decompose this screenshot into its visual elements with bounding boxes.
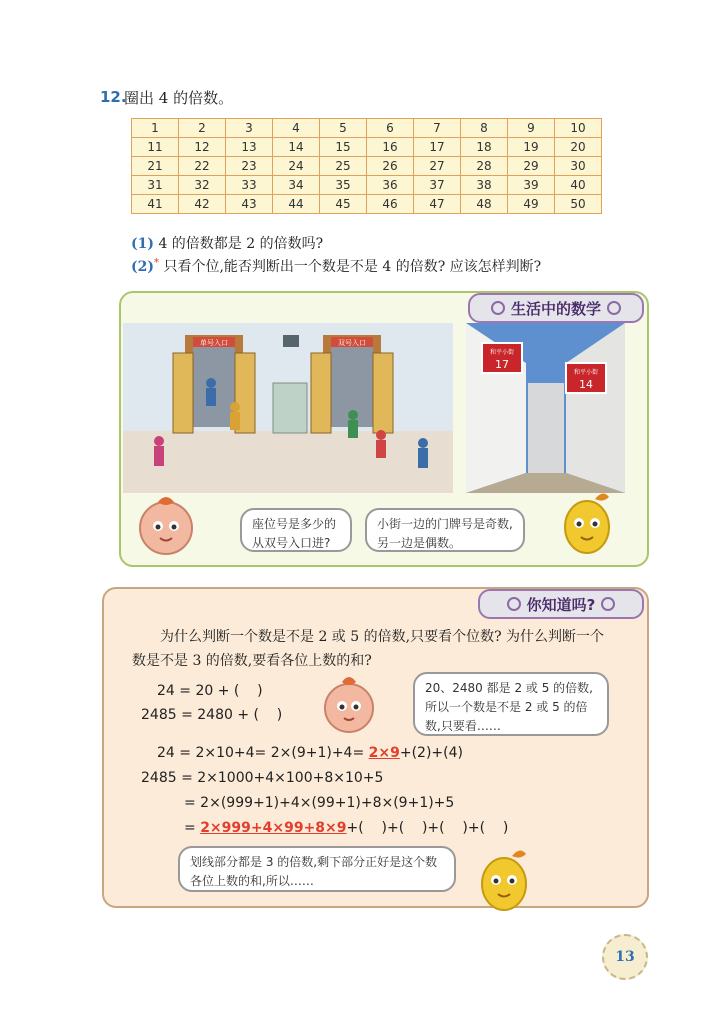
grid-cell[interactable]: 43	[226, 195, 273, 214]
grid-cell[interactable]: 29	[508, 157, 555, 176]
grid-cell[interactable]: 5	[320, 119, 367, 138]
bubble-hint-1-text: 20、2480 都是 2 或 5 的倍数,所以一个数是不是 2 或 5 的倍数,只要看……	[425, 681, 593, 733]
question-2-text: 只看个位,能否判断出一个数是不是 4 的倍数? 应该怎样判断?	[163, 259, 542, 275]
grid-cell[interactable]: 33	[226, 176, 273, 195]
equation-2485: 2485 = 2480 + ( )	[141, 707, 283, 723]
bullet-icon	[607, 301, 621, 315]
question-2-number: (2)	[131, 259, 154, 275]
eq3-underlined: 2×9	[368, 745, 400, 761]
eq6-prefix: =	[184, 820, 201, 836]
grid-cell[interactable]: 18	[461, 138, 508, 157]
exercise-number: 12.	[100, 88, 127, 106]
grid-row	[132, 138, 602, 157]
grid-cell[interactable]: 25	[320, 157, 367, 176]
eq3-prefix: 24 = 2×10+4= 2×(9+1)+4=	[157, 745, 369, 761]
potato-mascot-icon	[555, 485, 619, 557]
grid-cell[interactable]: 27	[414, 157, 461, 176]
grid-cell[interactable]: 3	[226, 119, 273, 138]
bullet-icon	[601, 597, 615, 611]
exercise-title: 圈出 4 的倍数。	[124, 89, 234, 107]
peach-mascot-icon	[130, 490, 202, 560]
house-sign-1-number: 17	[495, 358, 509, 371]
grid-cell[interactable]: 31	[132, 176, 179, 195]
bubble-street-text: 小街一边的门牌号是奇数,另一边是偶数。	[377, 517, 513, 550]
number-grid	[131, 118, 602, 214]
eq3-suffix: +(2)+(4)	[399, 745, 463, 761]
grid-cell[interactable]: 32	[179, 176, 226, 195]
grid-cell[interactable]: 9	[508, 119, 555, 138]
grid-cell[interactable]: 14	[273, 138, 320, 157]
grid-cell[interactable]: 20	[555, 138, 602, 157]
grid-cell[interactable]: 30	[555, 157, 602, 176]
eq6-underlined: 2×999+4×99+8×9	[200, 820, 347, 836]
eq6-suffix: +( )+( )+( )+( )	[346, 820, 509, 836]
grid-cell[interactable]: 37	[414, 176, 461, 195]
grid-row	[132, 195, 602, 214]
grid-cell[interactable]: 7	[414, 119, 461, 138]
grid-cell[interactable]: 48	[461, 195, 508, 214]
grid-cell[interactable]: 46	[367, 195, 414, 214]
grid-cell[interactable]: 10	[555, 119, 602, 138]
grid-cell[interactable]: 21	[132, 157, 179, 176]
did-you-know-header-text: 你知道吗?	[526, 595, 596, 614]
grid-cell[interactable]: 40	[555, 176, 602, 195]
grid-cell[interactable]: 4	[273, 119, 320, 138]
house-sign-2-label: 和平小街	[573, 369, 599, 376]
grid-row	[132, 176, 602, 195]
grid-cell[interactable]: 44	[273, 195, 320, 214]
grid-cell[interactable]: 26	[367, 157, 414, 176]
question-1	[131, 233, 323, 253]
grid-row	[132, 157, 602, 176]
question-1-text: 4 的倍数都是 2 的倍数吗?	[158, 236, 324, 252]
grid-cell[interactable]: 19	[508, 138, 555, 157]
grid-cell[interactable]: 35	[320, 176, 367, 195]
grid-row	[132, 119, 602, 138]
speech-bubble-hint-1	[413, 672, 609, 736]
grid-cell[interactable]: 6	[367, 119, 414, 138]
bubble-seat-text: 座位号是多少的从双号入口进?	[252, 517, 337, 550]
life-math-header-text: 生活中的数学	[510, 299, 601, 318]
entrance-left-label: 单号入口	[200, 339, 228, 347]
page-number: 13	[602, 934, 648, 980]
equation-2485-step2: = 2×(999+1)+4×(99+1)+8×(9+1)+5	[184, 795, 455, 811]
house-sign-2-number: 14	[579, 378, 593, 391]
grid-cell[interactable]: 28	[461, 157, 508, 176]
grid-cell[interactable]: 8	[461, 119, 508, 138]
grid-cell[interactable]: 22	[179, 157, 226, 176]
grid-cell[interactable]: 15	[320, 138, 367, 157]
speech-bubble-street	[365, 508, 525, 552]
grid-cell[interactable]: 47	[414, 195, 461, 214]
grid-cell[interactable]: 41	[132, 195, 179, 214]
bubble-hint-2-text: 划线部分都是 3 的倍数,剩下部分正好是这个数各位上数的和,所以……	[190, 855, 438, 888]
bullet-icon	[491, 301, 505, 315]
did-you-know-header	[478, 589, 644, 619]
equation-24: 24 = 20 + ( )	[157, 683, 263, 699]
challenge-mark: *	[154, 257, 159, 269]
grid-cell[interactable]: 24	[273, 157, 320, 176]
grid-cell[interactable]: 1	[132, 119, 179, 138]
house-sign-1-label: 和平小街	[489, 349, 515, 356]
speech-bubble-hint-2	[178, 846, 456, 892]
equation-24-expanded	[157, 745, 463, 761]
grid-cell[interactable]: 39	[508, 176, 555, 195]
did-you-know-intro: 为什么判断一个数是不是 2 或 5 的倍数,只要看个位数? 为什么判断一个数是不是 3 的倍数,要看各位上数的和?	[132, 629, 605, 669]
grid-cell[interactable]: 17	[414, 138, 461, 157]
grid-cell[interactable]: 16	[367, 138, 414, 157]
grid-cell[interactable]: 49	[508, 195, 555, 214]
grid-cell[interactable]: 34	[273, 176, 320, 195]
equation-2485-expanded: 2485 = 2×1000+4×100+8×10+5	[141, 770, 384, 786]
grid-cell[interactable]: 2	[179, 119, 226, 138]
grid-cell[interactable]: 36	[367, 176, 414, 195]
question-2	[131, 256, 541, 276]
entrance-right-label: 双号入口	[338, 339, 366, 347]
speech-bubble-seat	[240, 508, 352, 552]
potato-mascot-icon-2	[472, 842, 536, 914]
grid-cell[interactable]: 12	[179, 138, 226, 157]
bullet-icon	[507, 597, 521, 611]
equation-2485-step3	[184, 820, 508, 836]
question-1-number: (1)	[131, 236, 154, 252]
street-photo	[466, 323, 625, 493]
grid-cell[interactable]: 13	[226, 138, 273, 157]
grid-cell[interactable]: 38	[461, 176, 508, 195]
grid-cell[interactable]: 42	[179, 195, 226, 214]
grid-cell[interactable]: 45	[320, 195, 367, 214]
peach-mascot-icon-2	[316, 670, 382, 738]
entrance-illustration	[123, 323, 453, 493]
grid-cell[interactable]: 11	[132, 138, 179, 157]
life-math-header	[468, 293, 644, 323]
grid-cell[interactable]: 50	[555, 195, 602, 214]
grid-cell[interactable]: 23	[226, 157, 273, 176]
